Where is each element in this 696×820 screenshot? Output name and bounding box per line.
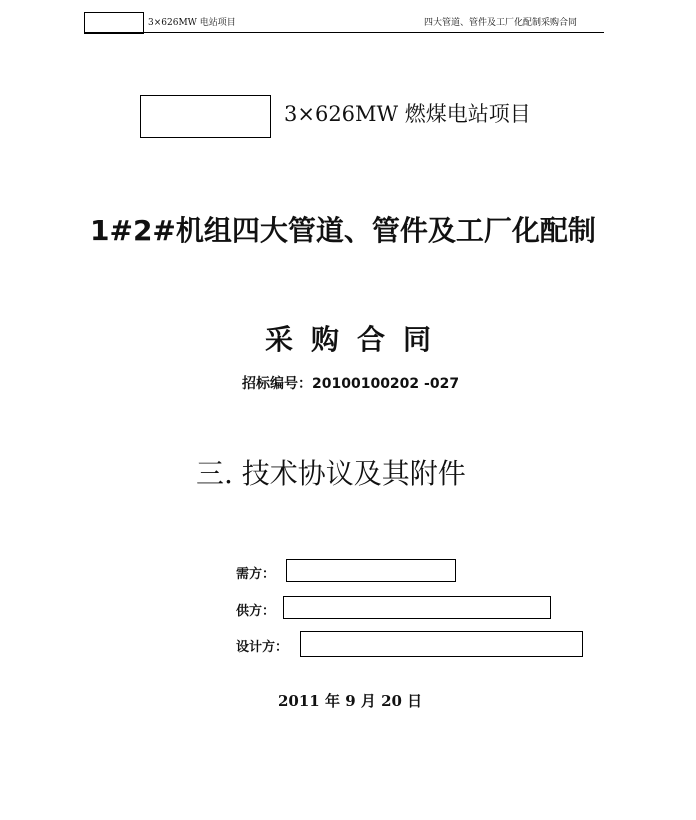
party-label-buyer: 需方：	[236, 567, 276, 582]
designer-field	[300, 631, 583, 657]
party-label-designer: 设计方：	[236, 640, 289, 655]
buyer-field	[286, 559, 456, 582]
section-title: 三. 技术协议及其附件	[196, 457, 466, 490]
project-title: 3×626MW 燃煤电站项目	[284, 102, 531, 126]
main-title: 1#2#机组四大管道、管件及工厂化配制	[90, 214, 596, 247]
contract-date: 2011 年 9 月 20 日	[278, 692, 423, 710]
header-right-text: 四大管道、管件及工厂化配制采购合同	[424, 18, 578, 28]
bid-number: 招标编号：20100100202 -027	[242, 376, 460, 392]
contract-title: 采购合同	[265, 323, 450, 356]
supplier-field	[283, 596, 551, 619]
header-redacted-box	[84, 12, 144, 34]
header-left-text: 3×626MW 电站项目	[148, 18, 236, 28]
project-redacted-box	[140, 95, 271, 138]
header-rule	[84, 32, 604, 33]
party-label-supplier: 供方：	[236, 604, 276, 619]
